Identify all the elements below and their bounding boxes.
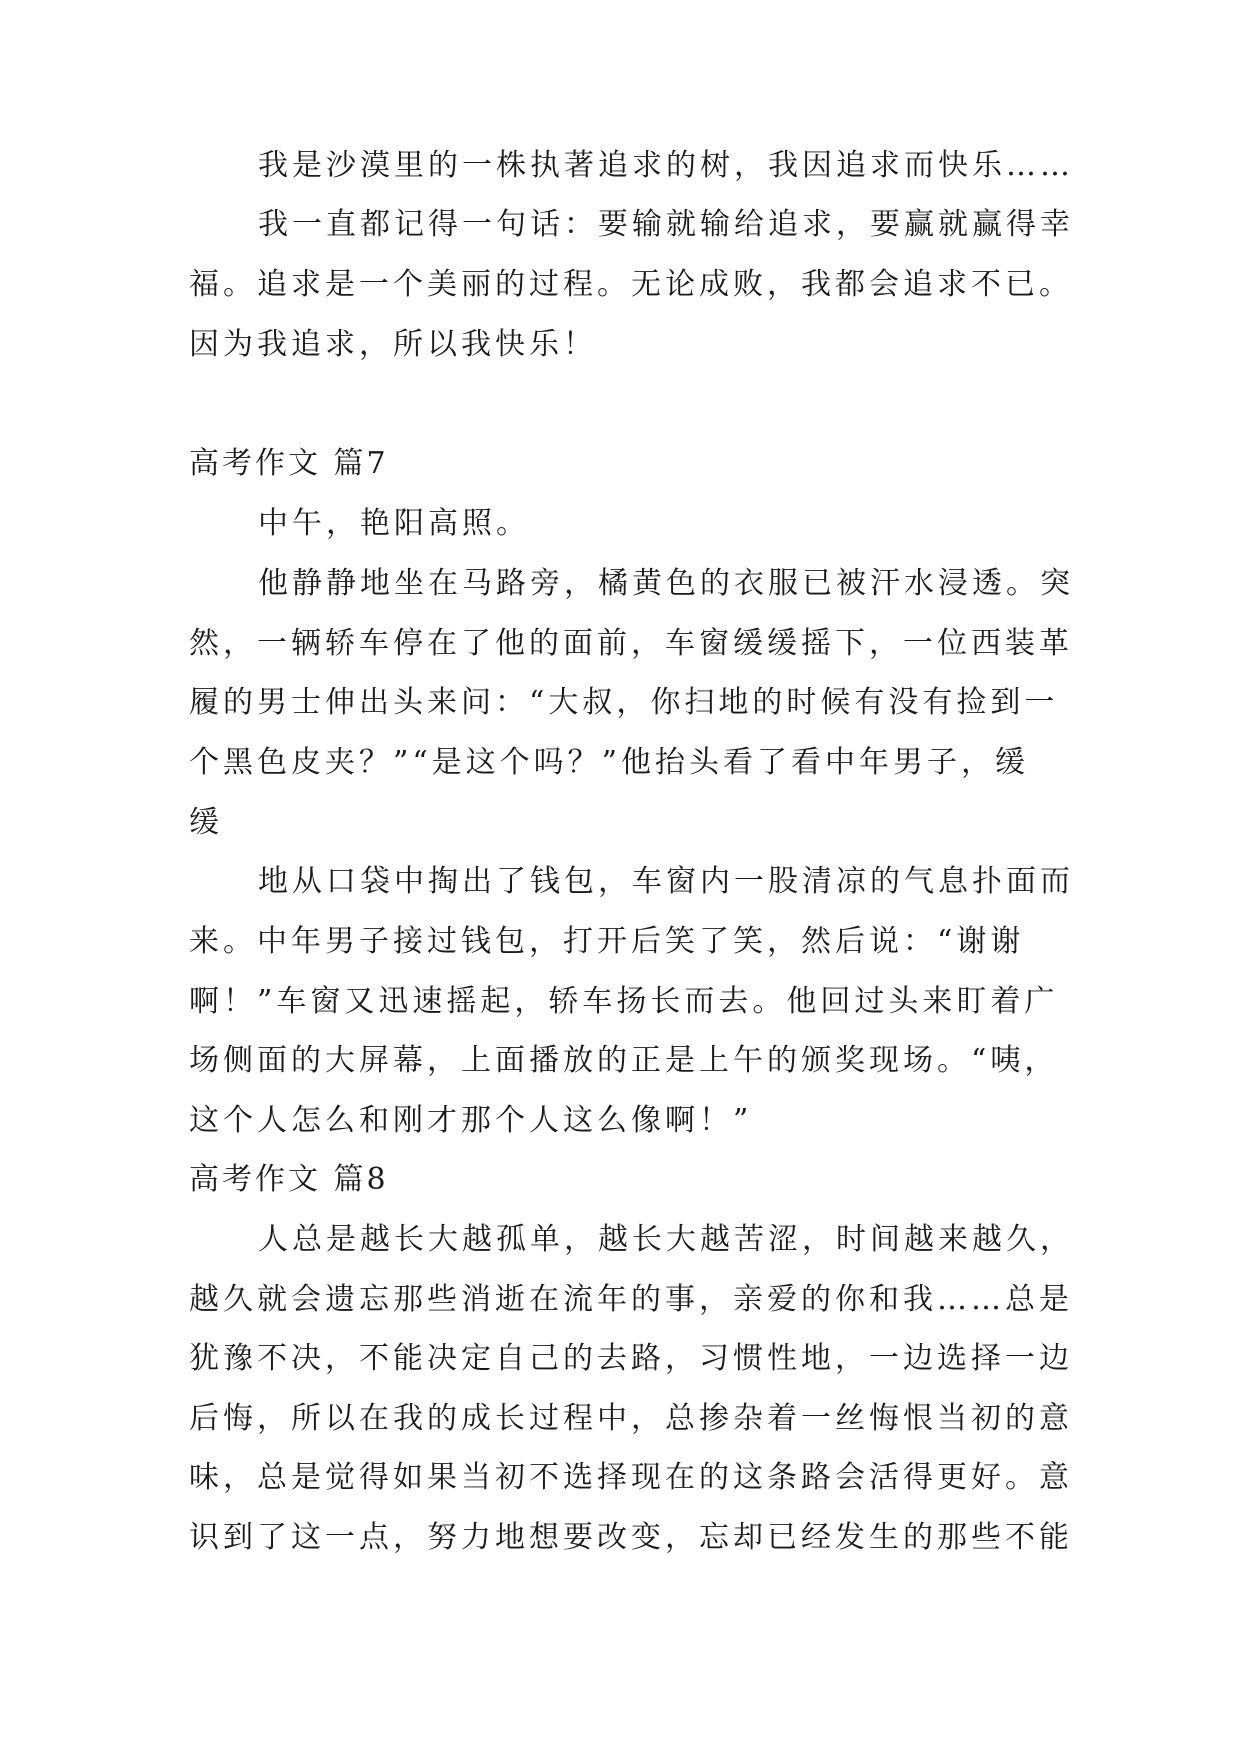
paragraph-line: 地从口袋中掏出了钱包，车窗内一股清凉的气息扑面而 xyxy=(258,864,1074,899)
paragraph-line: 他静静地坐在马路旁，橘黄色的衣服已被汗水浸透。突 xyxy=(258,566,1074,601)
paragraph-line: 人总是越长大越孤单，越长大越苦涩，时间越来越久， xyxy=(258,1222,1074,1257)
paragraph-line: 这个人怎么和刚才那个人这么像啊！” xyxy=(189,1103,753,1138)
paragraph-line: 然，一辆轿车停在了他的面前，车窗缓缓摇下，一位西装革 xyxy=(189,626,1073,661)
paragraph-line: 缓 xyxy=(189,805,223,840)
paragraph-line: 个黑色皮夹？”“是这个吗？”他抬头看了看中年男子，缓 xyxy=(189,745,1030,780)
paragraph-line: 来。中年男子接过钱包，打开后笑了笑，然后说：“谢谢 xyxy=(189,924,1025,959)
paragraph-line: 福。追求是一个美丽的过程。无论成败，我都会追求不已。 xyxy=(189,267,1073,302)
paragraph-line: 越久就会遗忘那些消逝在流年的事，亲爱的你和我……总是 xyxy=(189,1282,1073,1317)
paragraph-line: 我是沙漠里的一株执著追求的树，我因追求而快乐…… xyxy=(258,148,1074,183)
paragraph-line: 因为我追求，所以我快乐！ xyxy=(189,327,597,362)
section-heading: 高考作文 篇8 xyxy=(189,1162,389,1197)
paragraph-line: 中午，艳阳高照。 xyxy=(258,506,530,541)
paragraph-line: 场侧面的大屏幕，上面播放的正是上午的颁奖现场。“咦， xyxy=(189,1043,1059,1078)
paragraph-line: 识到了这一点，努力地想要改变，忘却已经发生的那些不能 xyxy=(189,1520,1073,1555)
paragraph-line: 味，总是觉得如果当初不选择现在的这条路会活得更好。意 xyxy=(189,1460,1073,1495)
section-heading: 高考作文 篇7 xyxy=(189,446,389,481)
paragraph-line: 履的男士伸出头来问：“大叔，你扫地的时候有没有捡到一 xyxy=(189,685,1059,720)
paragraph-line: 后悔，所以在我的成长过程中，总掺杂着一丝悔恨当初的意 xyxy=(189,1401,1073,1436)
paragraph-line: 犹豫不决，不能决定自己的去路，习惯性地，一边选择一边 xyxy=(189,1341,1073,1376)
paragraph-line: 我一直都记得一句话：要输就输给追求，要赢就赢得幸 xyxy=(258,207,1074,242)
paragraph-line: 啊！”车窗又迅速摇起，轿车扬长而去。他回过头来盯着广 xyxy=(189,984,1059,1019)
